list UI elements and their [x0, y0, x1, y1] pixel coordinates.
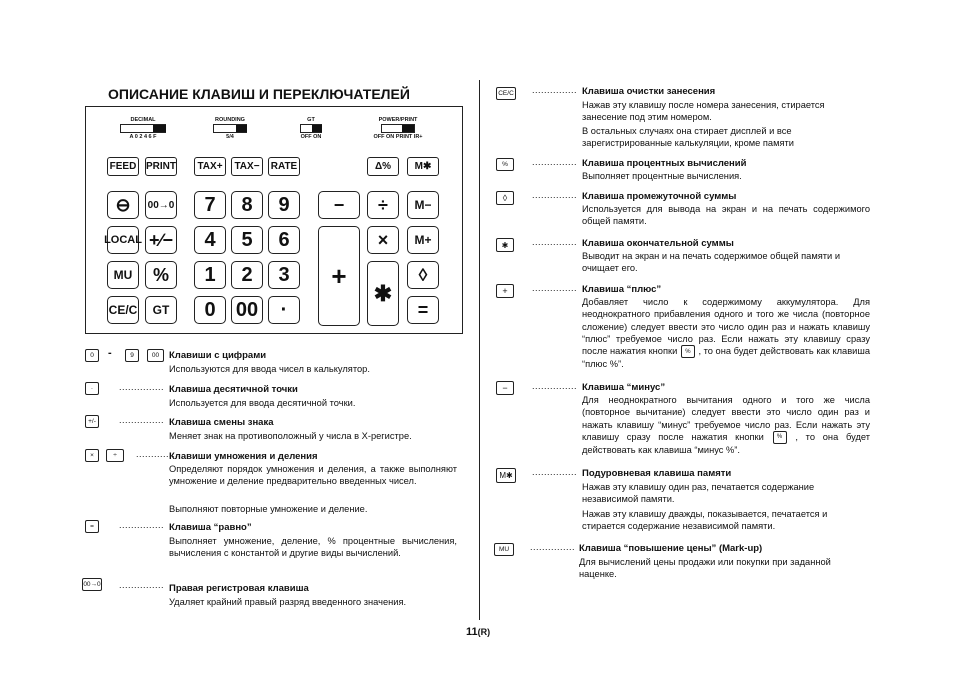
dot-leader: ...............: [532, 283, 578, 293]
memory-heading: Подуровневая клавиша памяти: [582, 468, 732, 479]
muldiv-heading: Клавиши умножения и деления: [169, 451, 318, 462]
dot-leader: ...............: [532, 85, 578, 95]
key-4[interactable]: 4: [194, 226, 226, 254]
rounding-switch[interactable]: [210, 117, 250, 140]
markup-key[interactable]: MU: [107, 261, 139, 289]
equals-key[interactable]: =: [407, 296, 439, 324]
plus-key[interactable]: +: [318, 226, 360, 326]
cec-text-1: Нажав эту клавишу после номера занесения, стирается занесение под этим номером.: [582, 100, 825, 123]
plus-text-a: Добавляет число к содержимому аккумулятора. Для неоднократного прибавления одного и того же числа (повторное сложение) следует ввести это число один раз и нажать клавишу “плюс” требуемое число раз. Если нажать эту клавишу сразу после нажатия кнопки: [582, 297, 870, 357]
gt-switch[interactable]: [294, 117, 328, 140]
sign-change-icon: +/-: [85, 415, 99, 428]
feed-key[interactable]: FEED: [107, 157, 139, 176]
dot-leader: ...............: [136, 449, 182, 459]
equals-icon: =: [85, 520, 99, 533]
minus-text-b: , то она будет действовать как клавиша “минус %”.: [582, 431, 870, 455]
clear-entry-key[interactable]: CE/C: [107, 296, 139, 324]
power-switch-ticks: OFF ON PRINT IR+: [373, 134, 423, 140]
switch-knob: [402, 125, 414, 132]
minus-heading: Клавиша “минус”: [582, 382, 666, 393]
decimal-text: Используется для ввода десятичной точки.: [169, 398, 356, 408]
keyboard-panel: [85, 106, 463, 334]
minus-key[interactable]: −: [318, 191, 360, 219]
shift-heading: Правая регистровая клавиша: [169, 583, 309, 594]
rounding-switch-label: ROUNDING: [215, 117, 245, 123]
dot-leader: ...............: [530, 542, 576, 552]
percent-heading: Клавиша процентных вычислений: [582, 158, 747, 169]
switch-knob: [312, 125, 322, 132]
plus-text-b: , то она будет действовать как клавиша “плюс %”.: [582, 346, 870, 370]
memory-text-1: Нажав эту клавишу один раз, печатается содержание независимой памяти.: [582, 482, 815, 505]
page-number: [466, 626, 490, 638]
decimal-point-key[interactable]: ·: [268, 296, 300, 324]
digits-text: Используются для ввода чисел в калькулятор.: [169, 364, 370, 374]
key-1[interactable]: 1: [194, 261, 226, 289]
digit-0-icon: 0: [85, 349, 99, 362]
memory-icon: M✱: [496, 468, 516, 483]
digit-00-icon: 00: [147, 349, 164, 362]
decimal-heading: Клавиша десятичной точки: [169, 384, 298, 395]
key-5[interactable]: 5: [231, 226, 263, 254]
digit-9-icon: 9: [125, 349, 139, 362]
power-switch[interactable]: [358, 117, 438, 140]
percent-text: Выполняет процентные вычисления.: [582, 171, 742, 181]
subtotal-text: Используется для вывода на экран и на печать содержимого общей памяти.: [582, 204, 870, 227]
gt-switch-label: GT: [307, 117, 315, 123]
total-text: Выводит на экран и на печать содержимое общей памяти и очищает его.: [582, 251, 841, 274]
key-3[interactable]: 3: [268, 261, 300, 289]
tax-plus-key[interactable]: TAX+: [194, 157, 226, 176]
cec-text-2: В остальных случаях она стирает дисплей и все зарегистрированные калькуляции, кроме памяти: [582, 126, 794, 149]
minus-text-a: Для неоднократного вычитания одного и того же числа (повторное вычитание) следует ввести это число один раз и нажать клавишу “минус” требуемое число раз. Если нажать эту клавишу сразу после нажатия кнопки: [582, 395, 870, 442]
dot-leader: ...............: [532, 381, 578, 391]
key-7[interactable]: 7: [194, 191, 226, 219]
key-9[interactable]: 9: [268, 191, 300, 219]
divide-key[interactable]: ÷: [367, 191, 399, 219]
memory-star-key[interactable]: M✱: [407, 157, 439, 176]
page-number-value: 11: [466, 626, 478, 638]
tax-minus-key[interactable]: TAX−: [231, 157, 263, 176]
cec-heading: Клавиша очистки занесения: [582, 86, 716, 97]
subtotal-key[interactable]: ◊: [407, 261, 439, 289]
total-icon: ✱: [496, 238, 514, 252]
rate-key[interactable]: RATE: [268, 157, 300, 176]
page-number-suffix: (R): [477, 627, 491, 637]
minus-icon: −: [496, 381, 514, 395]
sign-text: Меняет знак на противоположный у числа в X-регистре.: [169, 431, 412, 441]
percent-inline-icon: %: [681, 345, 695, 358]
plus-heading: Клавиша “плюс”: [582, 284, 662, 295]
dot-leader: ...............: [119, 415, 165, 425]
total-key[interactable]: ✱: [367, 261, 399, 326]
decimal-switch[interactable]: [118, 117, 168, 140]
divide-icon: ÷: [106, 449, 124, 462]
gt-switch-ticks: OFF ON: [300, 134, 322, 140]
key-00[interactable]: 00: [231, 296, 263, 324]
sign-key[interactable]: +∕−: [145, 226, 177, 254]
equals-text: Выполняет умножение, деление, % процентные вычисления, вычисления с константой и другие виды вычислений.: [169, 536, 457, 559]
switch-knob: [236, 125, 247, 132]
page-title: ОПИСАНИЕ КЛАВИШ И ПЕРЕКЛЮЧАТЕЛЕЙ: [108, 86, 410, 102]
decimal-switch-ticks: A 0 2 4 6 F: [129, 134, 157, 140]
print-key[interactable]: PRINT: [145, 157, 177, 176]
percent-inline-icon: %: [773, 431, 787, 444]
plus-text: [582, 296, 870, 371]
local-key[interactable]: LOCAL: [107, 226, 139, 254]
digits-heading: Клавиши с цифрами: [169, 350, 267, 361]
percent-icon: %: [496, 158, 514, 171]
dot-leader: ...............: [532, 157, 578, 167]
key-8[interactable]: 8: [231, 191, 263, 219]
decimal-switch-label: DECIMAL: [130, 117, 156, 123]
memory-text-2: Нажав эту клавишу дважды, показывается, печатается и стирается содержание независимой памяти.: [582, 509, 828, 532]
dot-leader: ...............: [119, 520, 165, 530]
delta-percent-key[interactable]: Δ%: [367, 157, 399, 176]
dot-leader: ...............: [119, 580, 165, 590]
plus-icon: +: [496, 284, 514, 298]
dot-leader: ...............: [119, 382, 165, 392]
switch-knob: [153, 125, 166, 132]
total-heading: Клавиша окончательной суммы: [582, 238, 734, 249]
memory-plus-key[interactable]: M+: [407, 226, 439, 254]
dot-leader: ...............: [532, 237, 578, 247]
markup-icon: MU: [494, 543, 514, 556]
markup-heading: Клавиша “повышение цены” (Mark-up): [579, 543, 763, 554]
key-0[interactable]: 0: [194, 296, 226, 324]
muldiv-text-2: Выполняют повторные умножение и деление.: [169, 504, 368, 514]
shift-key[interactable]: 00→0: [145, 191, 177, 219]
dot-leader: ...............: [532, 467, 578, 477]
shift-icon: 00→0: [82, 578, 102, 591]
memory-minus-key[interactable]: M−: [407, 191, 439, 219]
range-separator: -: [108, 347, 112, 359]
power-switch-label: POWER/PRINT: [378, 117, 418, 123]
rounding-switch-ticks: 5/4: [226, 134, 234, 140]
clear-entry-icon: CE/C: [496, 87, 516, 100]
dot-leader: ...............: [532, 190, 578, 200]
shift-text: Удаляет крайний правый разряд введенного значения.: [169, 597, 407, 607]
subtotal-icon: ◊: [496, 191, 514, 205]
key-6[interactable]: 6: [268, 226, 300, 254]
recall-key[interactable]: ⊖: [107, 191, 139, 219]
equals-heading: Клавиша “равно”: [169, 522, 252, 533]
percent-key[interactable]: %: [145, 261, 177, 289]
multiply-key[interactable]: ×: [367, 226, 399, 254]
markup-text: Для вычислений цены продажи или покупки при заданной наценке.: [579, 557, 831, 580]
column-divider: [479, 80, 480, 620]
key-2[interactable]: 2: [231, 261, 263, 289]
multiply-icon: ×: [85, 449, 99, 462]
subtotal-heading: Клавиша промежуточной суммы: [582, 191, 737, 202]
grand-total-key[interactable]: GT: [145, 296, 177, 324]
muldiv-text-1: Определяют порядок умножения и деления, а также выполняют умножение и деление предварительно введенных чисел.: [169, 464, 457, 487]
minus-text: [582, 394, 870, 456]
sign-heading: Клавиша смены знака: [169, 417, 274, 428]
decimal-point-icon: ·: [85, 382, 99, 395]
